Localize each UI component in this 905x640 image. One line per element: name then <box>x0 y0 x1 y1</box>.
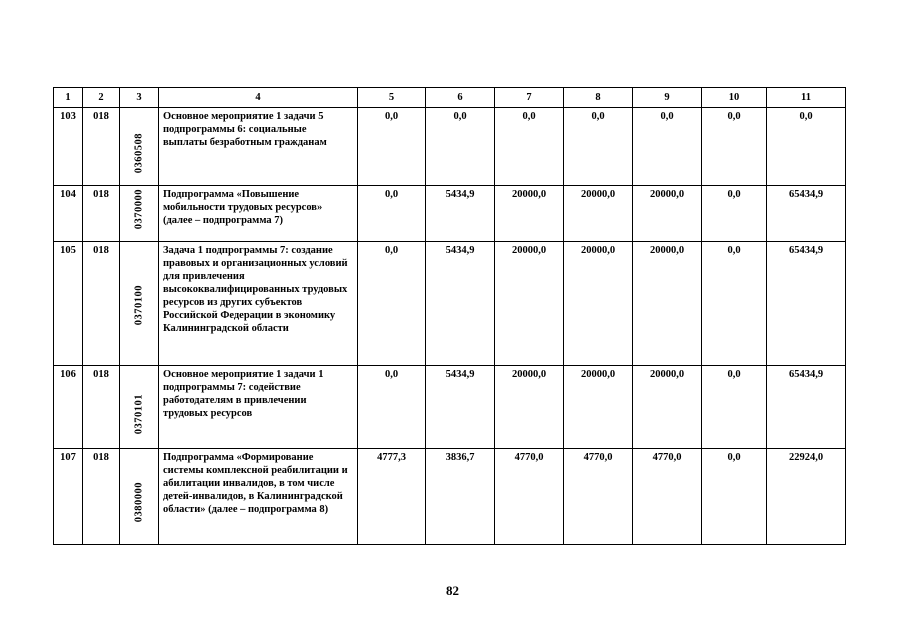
program-code-cell <box>120 242 159 366</box>
program-code-cell <box>120 186 159 242</box>
table-row <box>54 449 846 545</box>
value-cell: 22924,0 <box>767 449 846 545</box>
value-cell: 20000,0 <box>633 186 702 242</box>
ministry-code: 018 <box>83 449 120 545</box>
column-header: 8 <box>564 88 633 108</box>
value-cell: 65434,9 <box>767 242 846 366</box>
value-cell: 4770,0 <box>633 449 702 545</box>
row-number: 103 <box>54 108 83 186</box>
value-cell: 20000,0 <box>564 366 633 449</box>
column-header: 4 <box>159 88 358 108</box>
program-code: 0360508 <box>133 132 145 173</box>
value-cell: 4770,0 <box>495 449 564 545</box>
budget-table <box>53 87 846 545</box>
value-cell: 0,0 <box>358 366 426 449</box>
value-cell: 0,0 <box>358 242 426 366</box>
value-cell: 0,0 <box>564 108 633 186</box>
column-header: 7 <box>495 88 564 108</box>
row-number: 105 <box>54 242 83 366</box>
ministry-code: 018 <box>83 186 120 242</box>
value-cell: 0,0 <box>702 366 767 449</box>
ministry-code: 018 <box>83 366 120 449</box>
row-description: Задача 1 подпрограммы 7: создание правовых и организационных условий для привлечения высококвалифицированных трудовых ресурсов из других субъектов Российской Федерации в экономику Калининградской области <box>159 242 358 366</box>
column-header: 2 <box>83 88 120 108</box>
value-cell: 5434,9 <box>426 366 495 449</box>
table-row <box>54 242 846 366</box>
column-header: 11 <box>767 88 846 108</box>
value-cell: 5434,9 <box>426 186 495 242</box>
value-cell: 20000,0 <box>633 242 702 366</box>
row-number: 106 <box>54 366 83 449</box>
value-cell: 0,0 <box>426 108 495 186</box>
column-header: 10 <box>702 88 767 108</box>
row-description: Основное мероприятие 1 задачи 1 подпрограммы 7: содействие работодателям в привлечении трудовых ресурсов <box>159 366 358 449</box>
value-cell: 20000,0 <box>633 366 702 449</box>
column-header: 3 <box>120 88 159 108</box>
value-cell: 0,0 <box>767 108 846 186</box>
value-cell: 20000,0 <box>495 242 564 366</box>
header-row <box>54 88 846 108</box>
value-cell: 0,0 <box>633 108 702 186</box>
row-number: 107 <box>54 449 83 545</box>
value-cell: 65434,9 <box>767 366 846 449</box>
value-cell: 0,0 <box>495 108 564 186</box>
column-header: 9 <box>633 88 702 108</box>
value-cell: 20000,0 <box>564 186 633 242</box>
value-cell: 20000,0 <box>495 186 564 242</box>
row-description: Подпрограмма «Формирование системы комплексной реабилитации и абилитации инвалидов, в том числе детей-инвалидов, в Калининградской области» (далее – подпрограмма 8) <box>159 449 358 545</box>
column-header: 1 <box>54 88 83 108</box>
row-description: Основное мероприятие 1 задачи 5 подпрограммы 6: социальные выплаты безработным гражданам <box>159 108 358 186</box>
page-number: 82 <box>446 583 459 598</box>
program-code: 0370101 <box>133 393 145 434</box>
value-cell: 65434,9 <box>767 186 846 242</box>
value-cell: 0,0 <box>702 449 767 545</box>
table-row <box>54 186 846 242</box>
value-cell: 0,0 <box>702 186 767 242</box>
program-code-cell <box>120 449 159 545</box>
value-cell: 0,0 <box>358 186 426 242</box>
row-number: 104 <box>54 186 83 242</box>
row-description: Подпрограмма «Повышение мобильности трудовых ресурсов» (далее – подпрограмма 7) <box>159 186 358 242</box>
value-cell: 0,0 <box>702 242 767 366</box>
value-cell: 4770,0 <box>564 449 633 545</box>
value-cell: 5434,9 <box>426 242 495 366</box>
value-cell: 20000,0 <box>495 366 564 449</box>
program-code: 0370100 <box>133 284 145 325</box>
ministry-code: 018 <box>83 242 120 366</box>
value-cell: 0,0 <box>358 108 426 186</box>
program-code-cell <box>120 366 159 449</box>
ministry-code: 018 <box>83 108 120 186</box>
table-row <box>54 366 846 449</box>
value-cell: 0,0 <box>702 108 767 186</box>
value-cell: 3836,7 <box>426 449 495 545</box>
program-code-cell <box>120 108 159 186</box>
program-code: 0380000 <box>133 481 145 522</box>
column-header: 6 <box>426 88 495 108</box>
program-code: 0370000 <box>133 188 145 229</box>
value-cell: 4777,3 <box>358 449 426 545</box>
column-header: 5 <box>358 88 426 108</box>
table-row <box>54 108 846 186</box>
value-cell: 20000,0 <box>564 242 633 366</box>
